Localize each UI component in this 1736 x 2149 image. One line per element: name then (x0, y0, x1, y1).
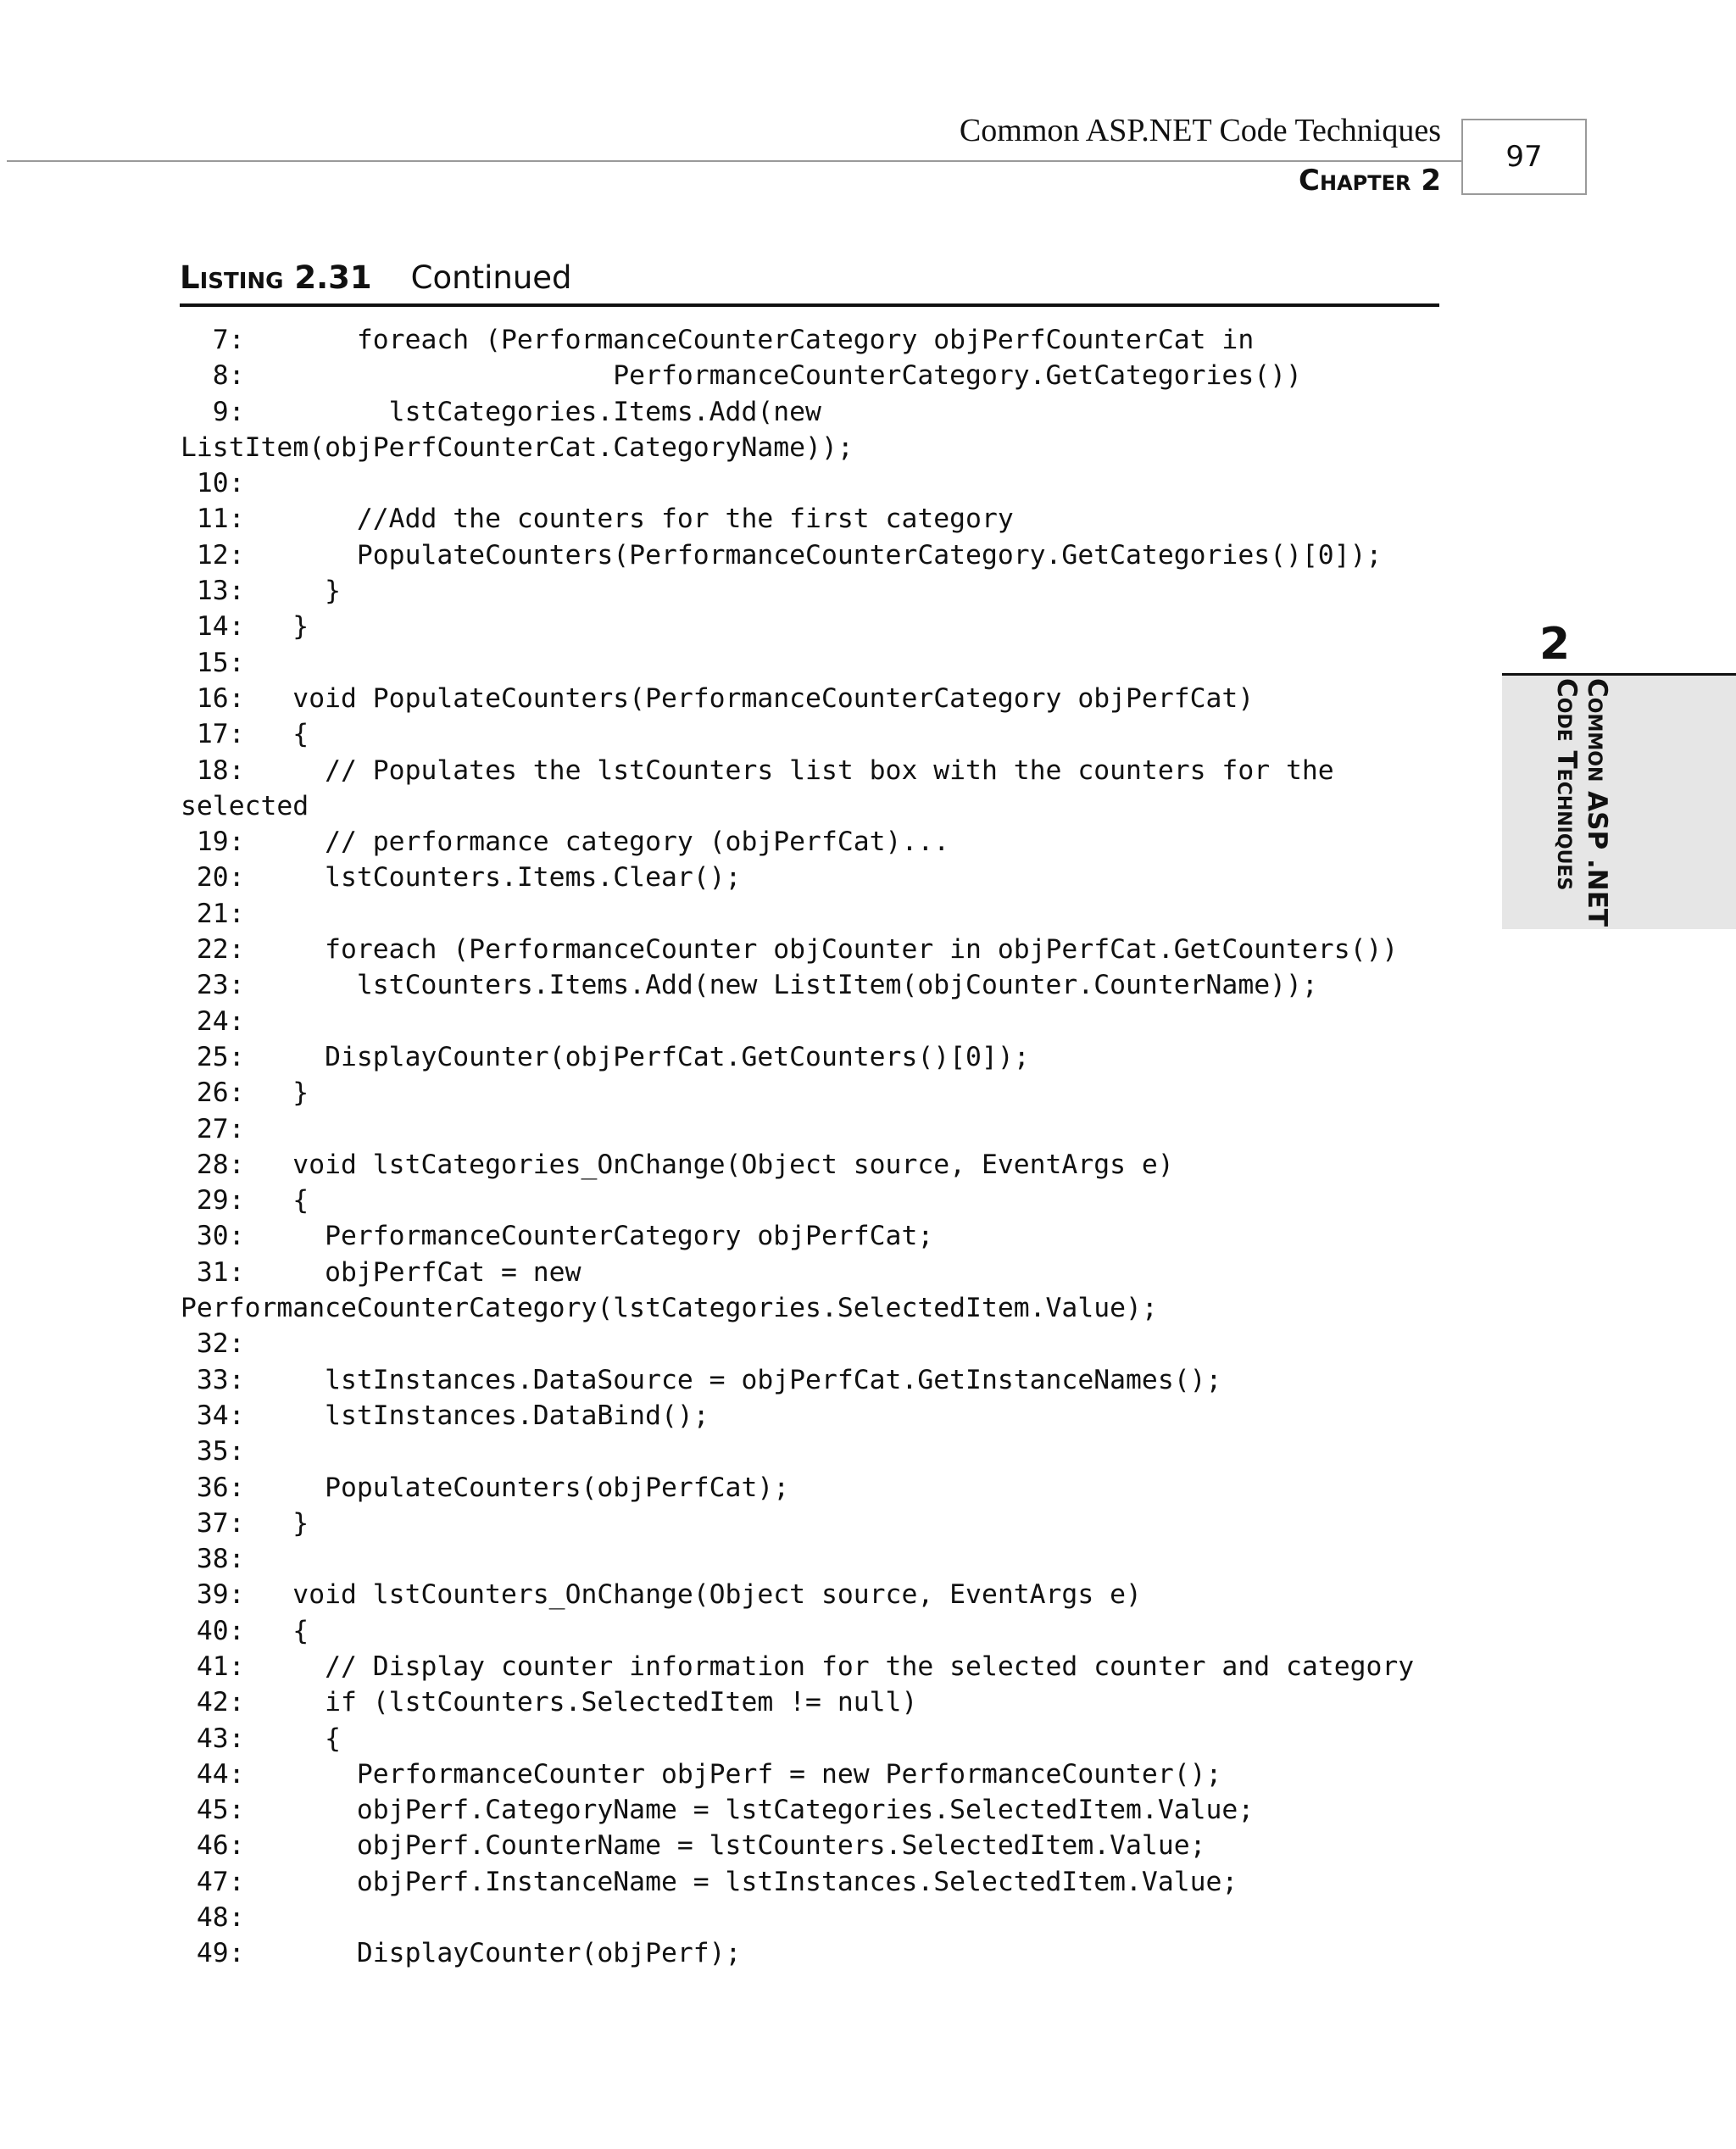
code-line: selected (181, 790, 309, 821)
listing-rule (180, 303, 1439, 307)
code-line: 48: (181, 1902, 245, 1934)
code-line: 37: } (181, 1507, 309, 1539)
code-line: 46: objPerf.CounterName = lstCounters.SelectedItem.Value; (181, 1830, 1206, 1862)
code-listing (181, 322, 1444, 2007)
code-line: 23: lstCounters.Items.Add(new ListItem(objCounter.CounterName)); (181, 970, 1318, 1001)
code-line: 14: } (181, 611, 309, 643)
code-line: 13: } (181, 576, 341, 607)
page-number-box (1461, 119, 1587, 195)
code-line: 41: // Display counter information for the selected counter and category (181, 1651, 1415, 1682)
listing-caption-text: Continued (410, 259, 572, 296)
chapter-thumb-number: 2 (1539, 619, 1571, 670)
code-line: 30: PerformanceCounterCategory objPerfCat; (181, 1221, 934, 1252)
chapter-thumb-line-2: Code Techniques (1551, 678, 1582, 891)
code-line: 9: lstCategories.Items.Add(new (181, 396, 821, 427)
code-line: 15: (181, 647, 245, 678)
code-line: 43: { (181, 1723, 341, 1754)
code-line: 32: (181, 1328, 245, 1360)
code-line: 49: DisplayCounter(objPerf); (181, 1938, 742, 1969)
code-line: 34: lstInstances.DataBind(); (181, 1400, 709, 1431)
running-header-chapter: Chapter 2 (1299, 164, 1441, 198)
code-line: 19: // performance category (objPerfCat)... (181, 827, 950, 858)
code-line: 11: //Add the counters for the first category (181, 504, 1014, 535)
code-line: 21: (181, 898, 245, 929)
listing-caption (180, 259, 572, 296)
code-line: 33: lstInstances.DataSource = objPerfCat.GetInstanceNames(); (181, 1364, 1222, 1395)
running-header-title: Common ASP.NET Code Techniques (959, 113, 1441, 148)
chapter-thumb-line-1: Common ASP .NET (1582, 678, 1612, 927)
code-line: 40: { (181, 1615, 309, 1646)
code-line: 17: { (181, 719, 309, 750)
code-line: 8: PerformanceCounterCategory.GetCategories()) (181, 360, 1302, 392)
code-line: 10: (181, 468, 245, 499)
code-line: PerformanceCounterCategory(lstCategories.SelectedItem.Value); (181, 1293, 1158, 1324)
code-line: 36: PopulateCounters(objPerfCat); (181, 1472, 790, 1503)
code-line: 7: foreach (PerformanceCounterCategory objPerfCounterCat in (181, 325, 1255, 355)
code-line: 35: (181, 1436, 245, 1467)
code-line: 22: foreach (PerformanceCounter objCounter in objPerfCat.GetCounters()) (181, 934, 1399, 966)
code-line: 42: if (lstCounters.SelectedItem != null) (181, 1687, 918, 1718)
code-line: 28: void lstCategories_OnChange(Object source, EventArgs e) (181, 1149, 1174, 1180)
code-line: 29: { (181, 1185, 309, 1216)
code-line: 18: // Populates the lstCounters list box with the counters for the (181, 754, 1334, 786)
code-line: 24: (181, 1005, 245, 1037)
code-line: 25: DisplayCounter(objPerfCat.GetCounters()[0]); (181, 1041, 1030, 1072)
code-line: 26: } (181, 1077, 309, 1109)
code-line: 44: PerformanceCounter objPerf = new PerformanceCounter(); (181, 1758, 1222, 1790)
chapter-thumb-tab (1502, 673, 1736, 929)
code-line: 27: (181, 1113, 245, 1144)
header-rule (7, 160, 1463, 162)
code-line: 47: objPerf.InstanceName = lstInstances.SelectedItem.Value; (181, 1866, 1238, 1897)
code-line: 20: lstCounters.Items.Clear(); (181, 862, 742, 894)
code-line: 38: (181, 1544, 245, 1575)
code-line (181, 1972, 1444, 2007)
code-line: 31: objPerfCat = new (181, 1256, 581, 1288)
code-line: 16: void PopulateCounters(PerformanceCounterCategory objPerfCat) (181, 682, 1255, 714)
code-line: ListItem(objPerfCounterCat.CategoryName)); (181, 431, 854, 463)
code-line: 39: void lstCounters_OnChange(Object source, EventArgs e) (181, 1579, 1142, 1611)
listing-label: Listing 2.31 (180, 259, 372, 296)
code-line: 45: objPerf.CategoryName = lstCategories.SelectedItem.Value; (181, 1795, 1255, 1826)
code-line: 12: PopulateCounters(PerformanceCounterCategory.GetCategories()[0]); (181, 539, 1383, 571)
chapter-thumb-text (1551, 678, 1612, 927)
page-number: 97 (1505, 140, 1543, 174)
